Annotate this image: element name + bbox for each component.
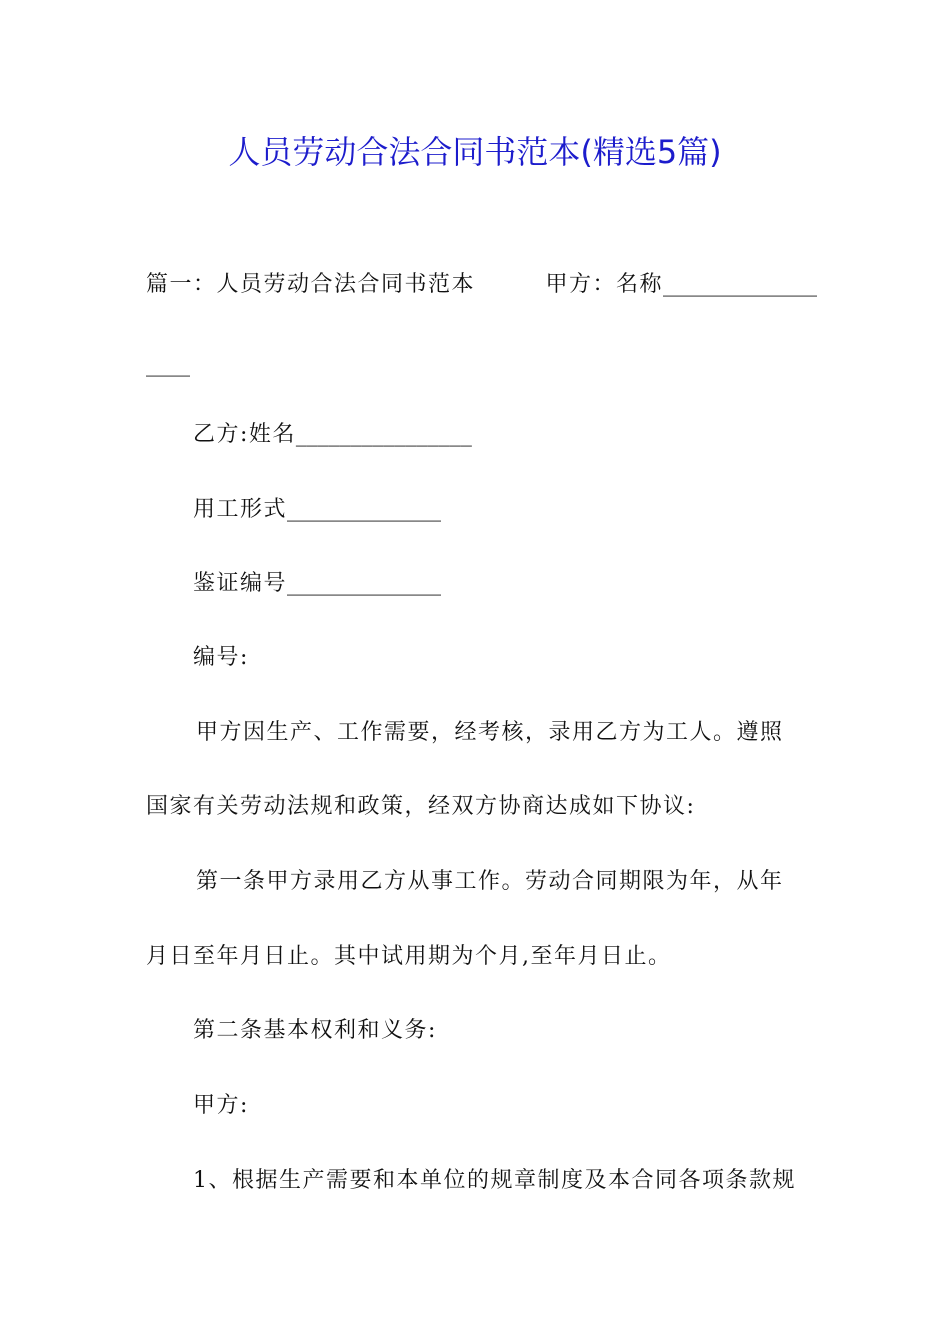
serial-number-label: 编号: (193, 645, 249, 670)
employment-form-blank: ______________ (287, 497, 442, 522)
document-title: 人员劳动合法合同书范本(精选5篇) (228, 133, 722, 171)
employment-form-line (193, 493, 441, 527)
party-b-name-label: 乙方:姓名 (193, 422, 296, 447)
article-one-line-1: 第一条甲方录用乙方从事工作。劳动合同期限为年，从年 (196, 869, 784, 894)
party-a-heading: 甲方: (193, 1093, 249, 1118)
employment-form-label: 用工形式 (193, 497, 288, 522)
certification-number-label: 鉴证编号 (193, 571, 288, 596)
party-b-name-blank: ________________ (295, 422, 472, 447)
intro-paragraph-line-1: 甲方因生产、工作需要，经考核，录用乙方为工人。遵照 (196, 720, 784, 745)
part-one-heading-line (146, 268, 817, 302)
part-one-heading: 篇一：人员劳动合法合同书范本 甲方：名称 (146, 272, 664, 297)
party-b-name-line (193, 418, 472, 452)
article-two-heading: 第二条基本权利和义务: (193, 1018, 437, 1043)
article-one-line-2: 月日至年月日止。其中试用期为个月,至年月日止。 (146, 944, 672, 969)
certification-number-blank: ______________ (287, 571, 442, 596)
certification-number-line (193, 567, 441, 601)
intro-paragraph-line-2: 国家有关劳动法规和政策，经双方协商达成如下协议: (146, 794, 696, 819)
clause-one-line: 1、根据生产需要和本单位的规章制度及本合同各项条款规 (193, 1168, 796, 1193)
party-a-name-blank: ______________ (663, 272, 818, 297)
party-a-name-blank-continued: ____ (146, 352, 190, 377)
